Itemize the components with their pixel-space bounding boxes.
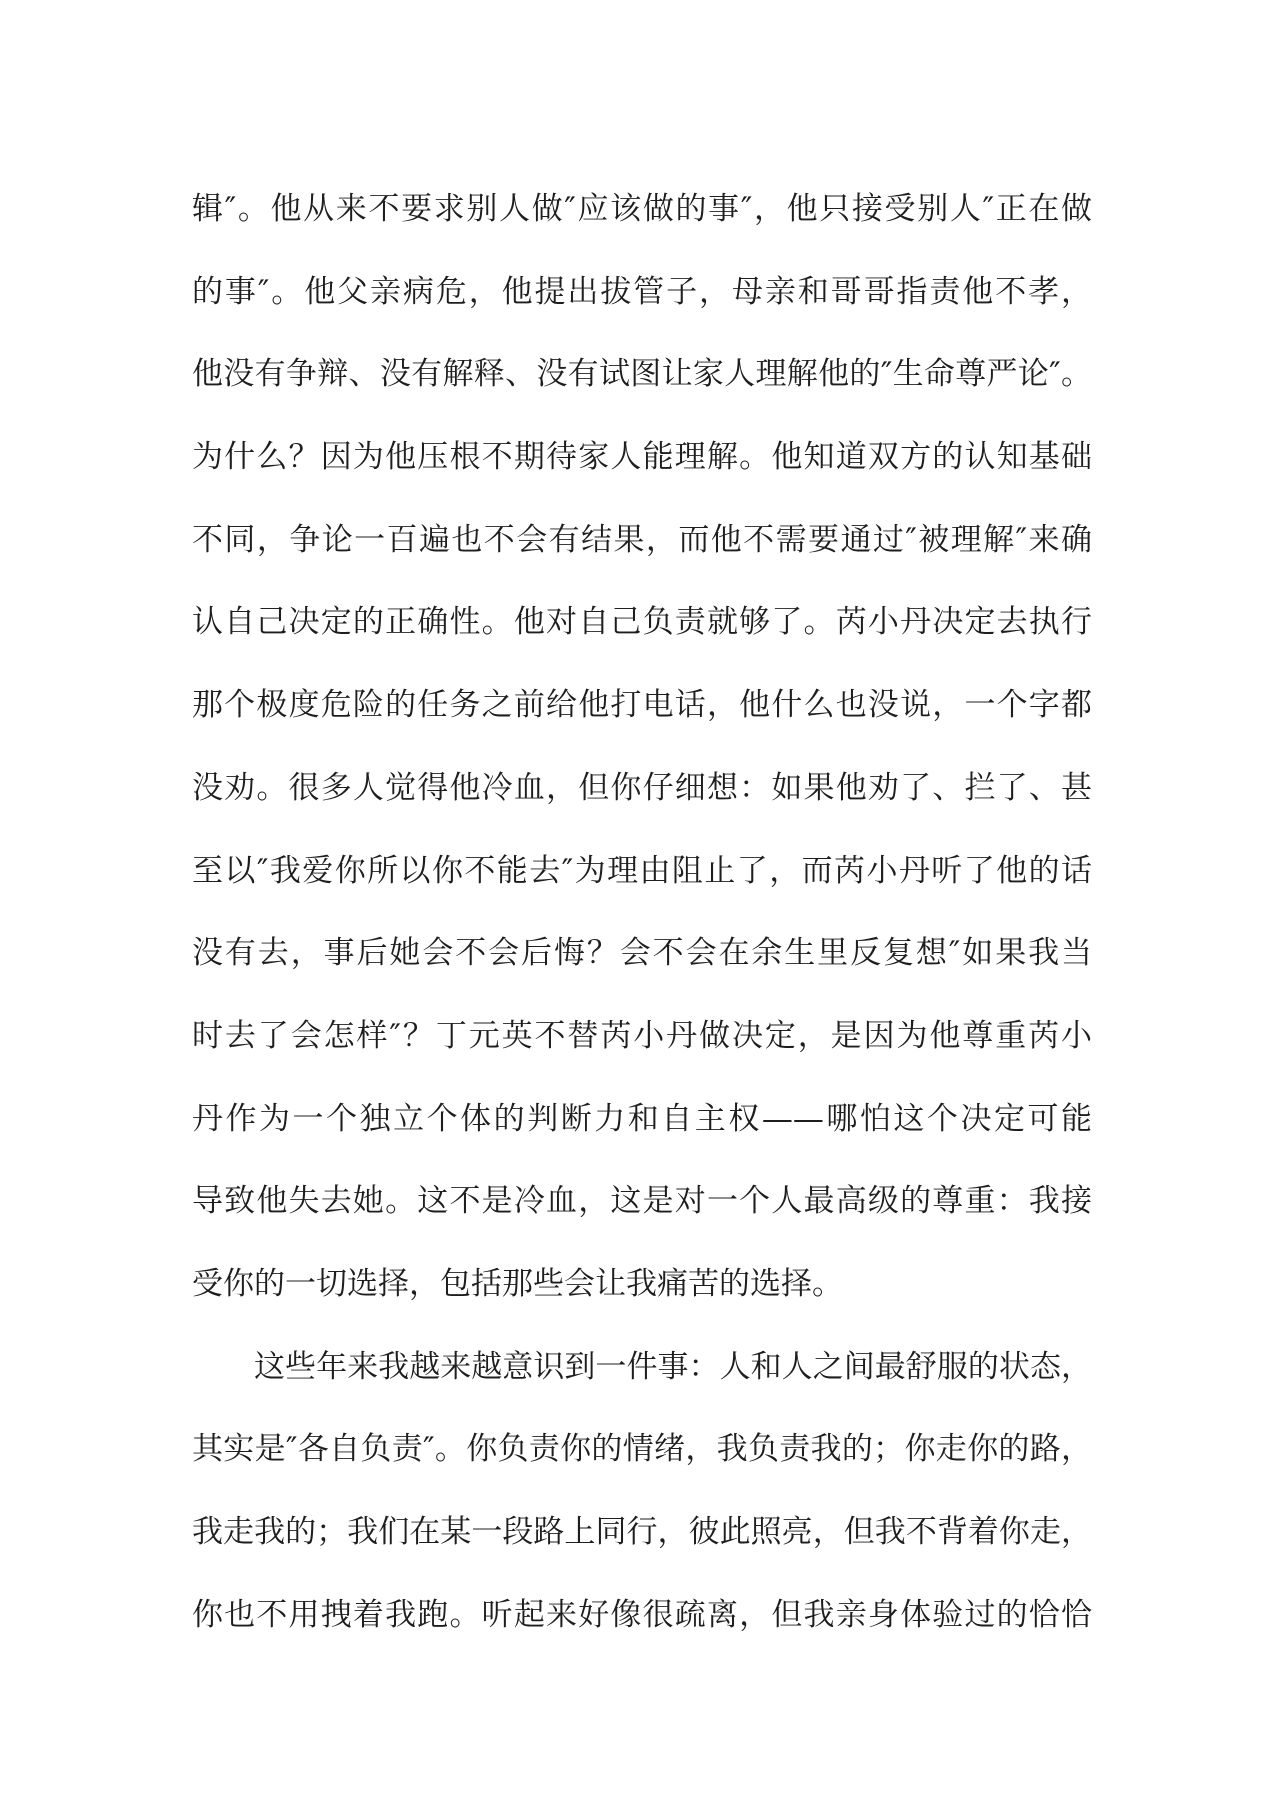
text-line: 导致他失去她。这不是冷血，这是对一个人最高级的尊重：我接 — [192, 1183, 1092, 1220]
text-line: 为什么？因为他压根不期待家人能理解。他知道双方的认知基础 — [192, 439, 1092, 476]
text-line: 他没有争辩、没有解释、没有试图让家人理解他的″生命尊严论″。 — [192, 356, 1092, 393]
body-text — [192, 168, 1092, 1656]
paragraph-2 — [192, 1326, 1092, 1657]
text-line: 不同，争论一百遍也不会有结果，而他不需要通过″被理解″来确 — [192, 521, 1092, 558]
text-line: 我走我的；我们在某一段路上同行，彼此照亮，但我不背着你走， — [192, 1514, 1092, 1550]
text-line: 你也不用拽着我跑。听起来好像很疏离，但我亲身体验过的恰恰 — [192, 1596, 1092, 1633]
text-line: 没劝。很多人觉得他冷血，但你仔细想：如果他劝了、拦了、甚 — [192, 769, 1092, 806]
text-line: 辑″。他从来不要求别人做″应该做的事″，他只接受别人″正在做 — [192, 191, 1092, 227]
paragraph-1 — [192, 168, 1092, 1326]
text-line: 至以″我爱你所以你不能去″为理由阻止了，而芮小丹听了他的话 — [192, 852, 1093, 889]
text-line: 认自己决定的正确性。他对自己负责就够了。芮小丹决定去执行 — [192, 604, 1092, 641]
text-line: 没有去，事后她会不会后悔？会不会在余生里反复想″如果我当 — [192, 935, 1092, 972]
text-line: 时去了会怎样″？丁元英不替芮小丹做决定，是因为他尊重芮小 — [192, 1017, 1092, 1054]
text-line: 那个极度危险的任务之前给他打电话，他什么也没说，一个字都 — [192, 687, 1092, 724]
text-line: 丹作为一个独立个体的判断力和自主权——哪怕这个决定可能 — [192, 1100, 1092, 1137]
text-line: 这些年来我越来越意识到一件事：人和人之间最舒服的状态， — [254, 1348, 1092, 1385]
text-line: 受你的一切选择，包括那些会让我痛苦的选择。 — [192, 1265, 843, 1302]
text-line: 的事″。他父亲病危，他提出拔管子，母亲和哥哥指责他不孝， — [192, 273, 1092, 310]
text-line: 其实是″各自负责″。你负责你的情绪，我负责我的；你走你的路， — [192, 1431, 1092, 1468]
